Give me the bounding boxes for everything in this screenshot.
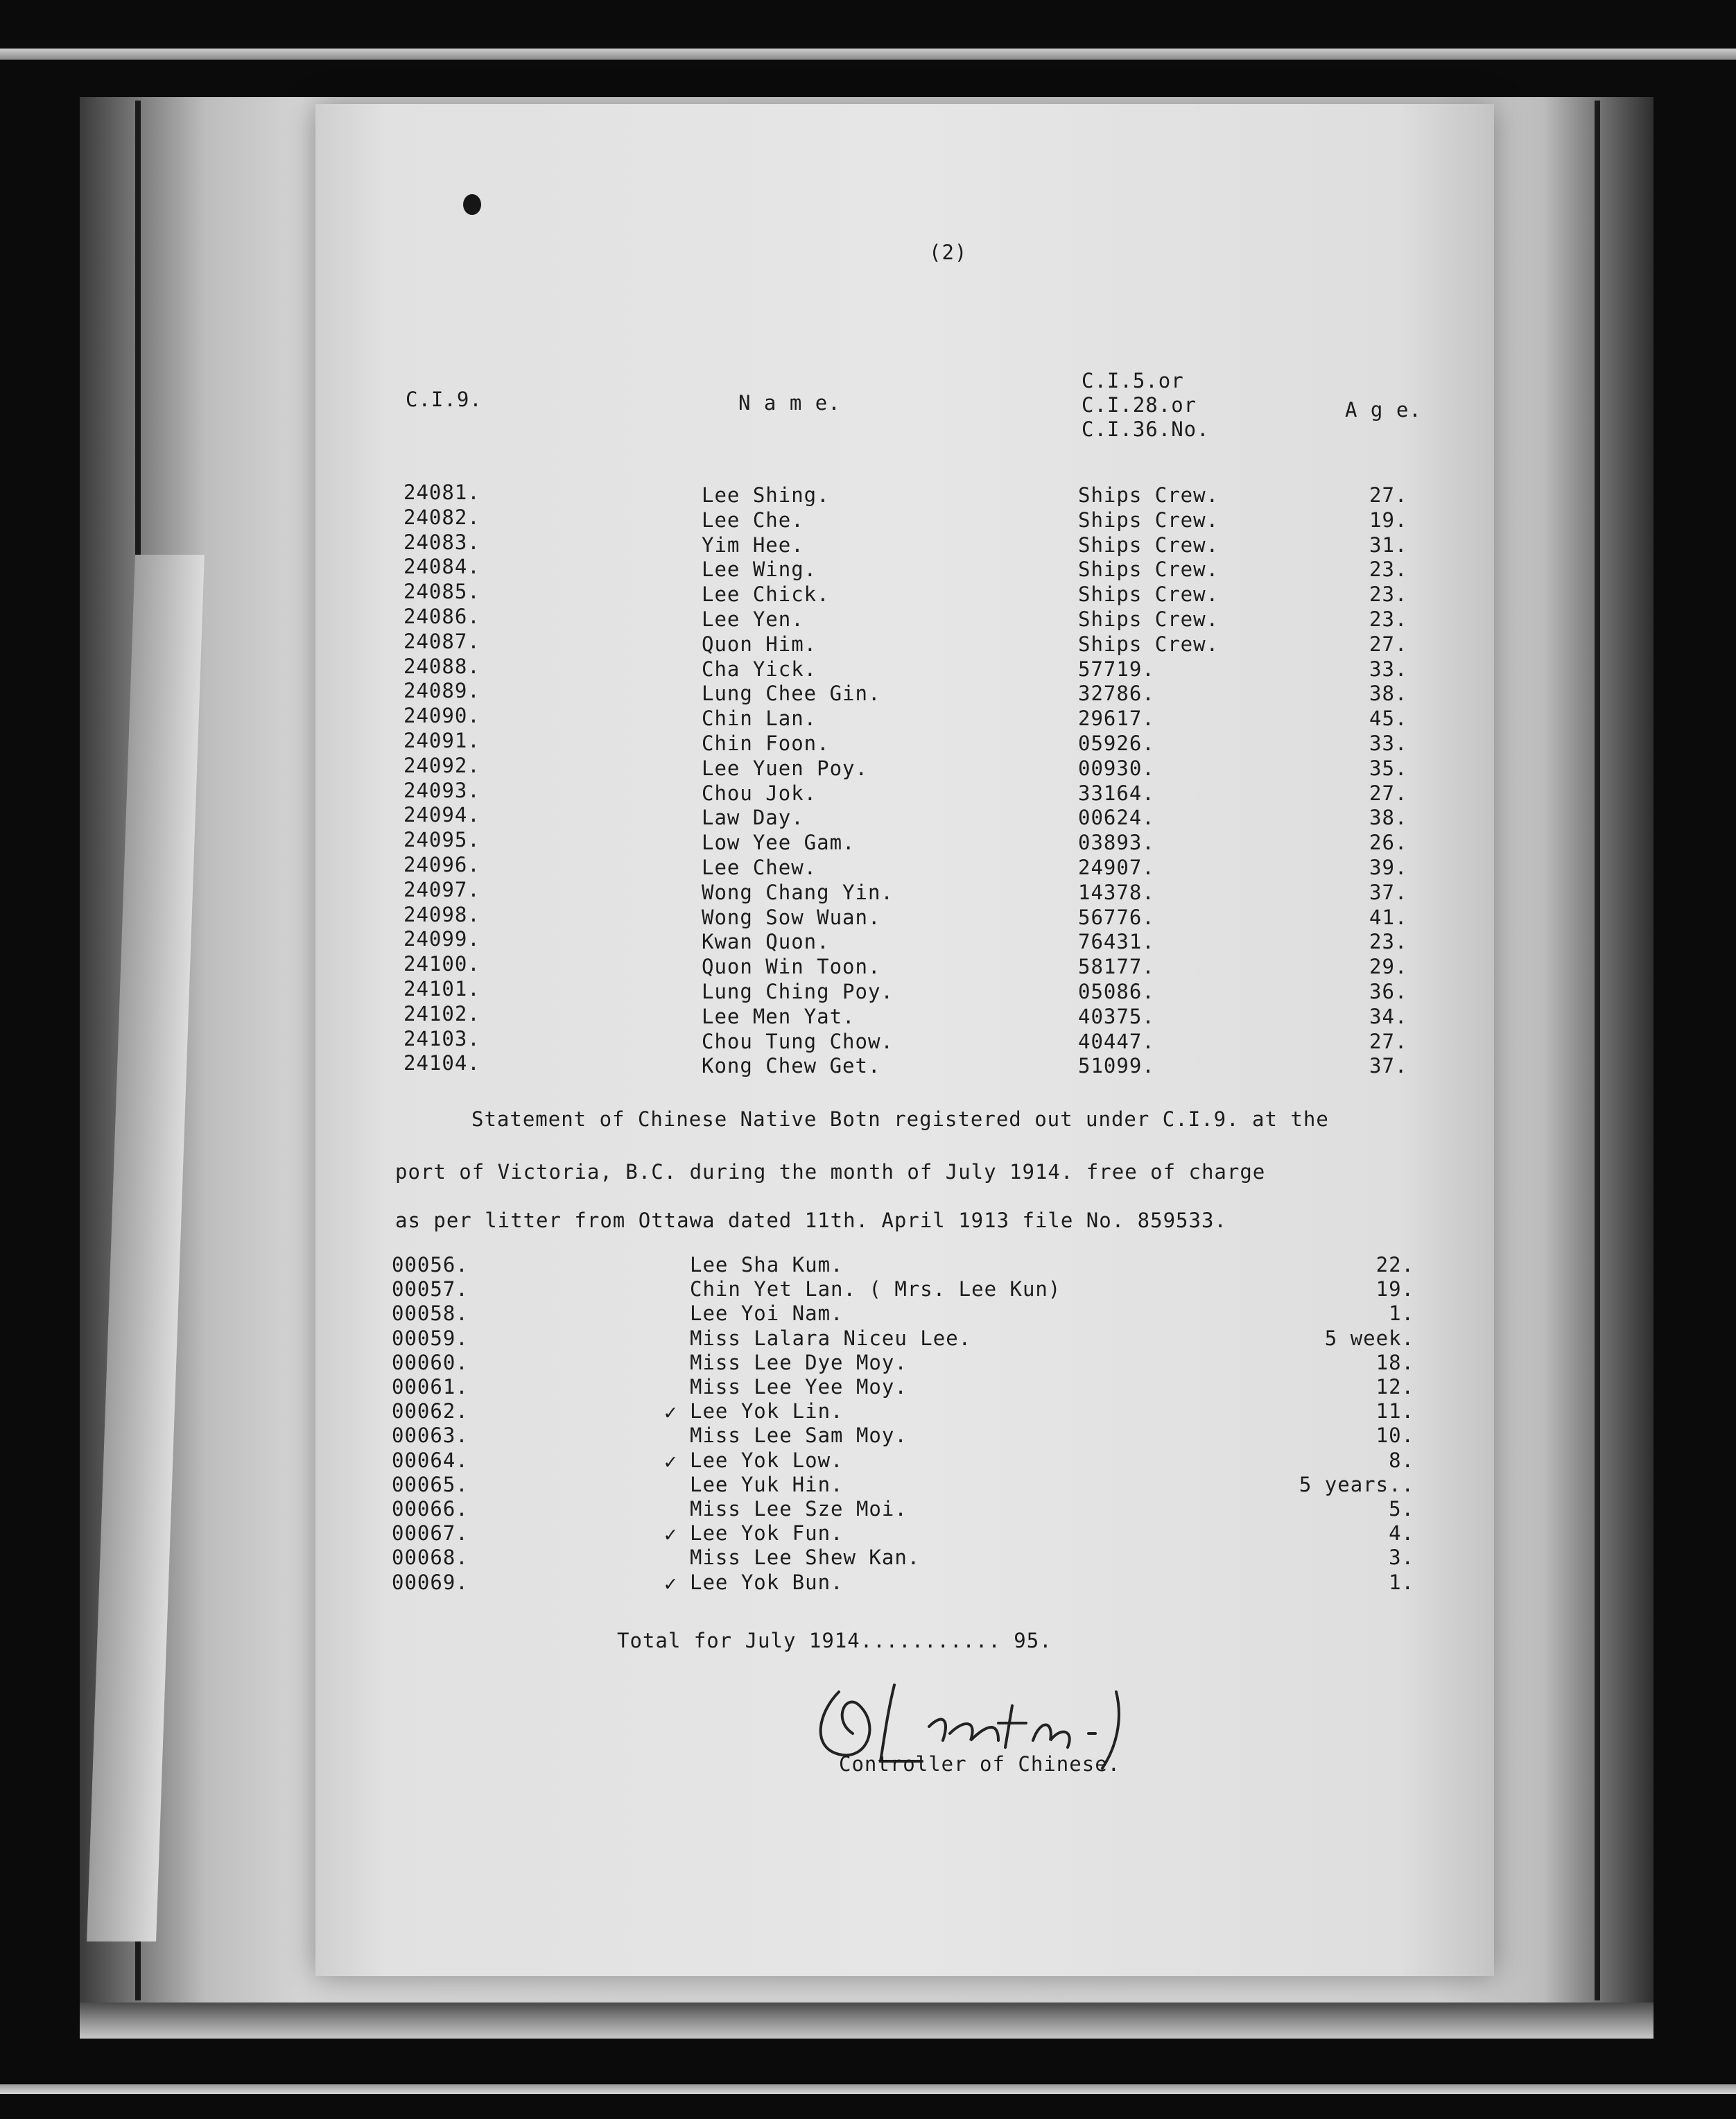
row-ci9: 24100.	[403, 952, 480, 976]
row-ref: Ships Crew.	[1078, 533, 1219, 557]
native-name: Lee Yoi Nam.	[690, 1301, 844, 1326]
native-age: 5 years..	[1299, 1472, 1414, 1496]
row-age: 39.	[1369, 856, 1408, 879]
check-mark-icon: ✓	[664, 1571, 678, 1596]
native-name: Lee Yok Fun.	[690, 1521, 844, 1546]
statement-line-2: port of Victoria, B.C. during the month of July 1914. free of charge	[395, 1160, 1266, 1184]
row-age: 27.	[1369, 1029, 1408, 1053]
row-ref: 40375.	[1078, 1004, 1155, 1028]
row-name: Lung Chee Gin.	[702, 682, 881, 706]
row-name: Yim Hee.	[702, 533, 804, 557]
native-age: 1.	[1389, 1570, 1414, 1594]
native-name: Chin Yet Lan. ( Mrs. Lee Kun)	[690, 1277, 1061, 1301]
row-ref: 00624.	[1078, 806, 1155, 830]
row-ci9: 24104.	[403, 1051, 480, 1075]
native-no: 00066.	[392, 1497, 469, 1521]
row-name: Chou Tung Chow.	[702, 1029, 894, 1053]
row-age: 34.	[1369, 1004, 1408, 1028]
row-age: 23.	[1369, 607, 1408, 631]
row-ref: 29617.	[1078, 707, 1155, 731]
header-ci5-line1: C.I.5.or	[1082, 369, 1184, 392]
row-ref: 14378.	[1078, 880, 1155, 904]
row-ref: 51099.	[1078, 1054, 1155, 1078]
punch-hole	[463, 194, 481, 215]
frame-right-rule	[1595, 101, 1600, 2000]
row-name: Lee Shing.	[702, 483, 830, 507]
row-age: 38.	[1369, 806, 1408, 830]
native-no: 00067.	[392, 1521, 469, 1546]
row-name: Wong Chang Yin.	[702, 880, 894, 904]
native-age: 4.	[1389, 1521, 1414, 1546]
native-no: 00057.	[392, 1277, 469, 1301]
native-no: 00062.	[392, 1399, 469, 1424]
row-name: Wong Sow Wuan.	[702, 905, 881, 929]
row-age: 23.	[1369, 930, 1408, 954]
row-ci9: 24103.	[403, 1026, 480, 1050]
row-ref: 32786.	[1078, 682, 1155, 706]
row-ref: 05086.	[1078, 980, 1155, 1003]
row-age: 37.	[1369, 1054, 1408, 1078]
row-ci9: 24091.	[403, 729, 480, 752]
native-age: 11.	[1375, 1399, 1414, 1424]
row-ci9: 24082.	[403, 505, 480, 529]
row-age: 41.	[1369, 905, 1408, 929]
row-age: 27.	[1369, 483, 1408, 507]
row-age: 35.	[1369, 756, 1408, 780]
header-age: A g e.	[1345, 398, 1422, 422]
row-ci9: 24081.	[403, 481, 480, 504]
native-no: 00059.	[392, 1326, 469, 1350]
row-name: Kwan Quon.	[702, 930, 830, 954]
row-name: Kong Chew Get.	[702, 1054, 881, 1078]
row-name: Lee Che.	[702, 508, 804, 532]
native-name: Lee Yok Lin.	[690, 1399, 844, 1424]
row-ci9: 24096.	[403, 853, 480, 876]
row-ci9: 24098.	[403, 902, 480, 926]
check-mark-icon: ✓	[664, 1401, 678, 1426]
row-ref: 03893.	[1078, 831, 1155, 855]
native-name: Miss Lee Sam Moy.	[690, 1424, 908, 1448]
native-age: 5.	[1389, 1497, 1414, 1521]
row-ref: 40447.	[1078, 1029, 1155, 1053]
row-ci9: 24092.	[403, 753, 480, 777]
row-ref: Ships Crew.	[1078, 582, 1219, 607]
row-name: Cha Yick.	[702, 657, 817, 681]
row-ref: 76431.	[1078, 930, 1155, 954]
row-ci9: 24099.	[403, 927, 480, 951]
row-age: 31.	[1369, 533, 1408, 557]
row-ref: 57719.	[1078, 657, 1155, 681]
row-name: Law Day.	[702, 806, 804, 830]
native-name: Miss Lee Yee Moy.	[690, 1375, 908, 1399]
row-age: 45.	[1369, 707, 1408, 731]
native-name: Lee Yuk Hin.	[690, 1472, 844, 1496]
row-ci9: 24090.	[403, 704, 480, 728]
row-ref: Ships Crew.	[1078, 508, 1219, 532]
native-no: 00061.	[392, 1375, 469, 1399]
row-name: Chou Jok.	[702, 781, 817, 805]
row-name: Lung Ching Poy.	[702, 980, 894, 1003]
native-no: 00068.	[392, 1546, 469, 1570]
native-age: 8.	[1389, 1448, 1414, 1472]
header-name: N a m e.	[738, 391, 841, 415]
native-name: Lee Sha Kum.	[690, 1253, 844, 1277]
row-ref: 33164.	[1078, 781, 1155, 805]
row-ci9: 24093.	[403, 778, 480, 802]
film-bottom-border	[0, 2084, 1736, 2094]
row-ci9: 24094.	[403, 803, 480, 827]
row-ref: 00930.	[1078, 756, 1155, 780]
native-no: 00058.	[392, 1301, 469, 1326]
native-age: 1.	[1389, 1301, 1414, 1326]
row-ci9: 24088.	[403, 654, 480, 678]
row-ref: 58177.	[1078, 955, 1155, 979]
row-name: Low Yee Gam.	[702, 831, 856, 855]
row-age: 23.	[1369, 582, 1408, 607]
row-age: 33.	[1369, 732, 1408, 755]
row-age: 23.	[1369, 557, 1408, 582]
frame-bottom-strip	[80, 2003, 1653, 2039]
row-name: Quon Win Toon.	[702, 955, 881, 979]
row-name: Quon Him.	[702, 632, 817, 656]
statement-line-3: as per litter from Ottawa dated 11th. April 1913 file No. 859533.	[395, 1209, 1227, 1232]
native-age: 18.	[1375, 1350, 1414, 1374]
header-ci5-line3: C.I.36.No.	[1082, 417, 1210, 441]
native-age: 5 week.	[1324, 1326, 1414, 1350]
row-name: Lee Chick.	[702, 582, 830, 607]
row-ref: 56776.	[1078, 905, 1155, 929]
native-no: 00069.	[392, 1570, 469, 1594]
header-ci5-line2: C.I.28.or	[1082, 393, 1197, 417]
header-ci9: C.I.9.	[406, 388, 483, 411]
signature-title: Controller of Chinese.	[839, 1752, 1121, 1776]
native-no: 00065.	[392, 1472, 469, 1496]
row-age: 26.	[1369, 831, 1408, 855]
row-ci9: 24085.	[403, 580, 480, 604]
row-name: Lee Chew.	[702, 856, 817, 879]
row-ci9: 24097.	[403, 877, 480, 901]
row-age: 38.	[1369, 682, 1408, 706]
row-age: 36.	[1369, 980, 1408, 1003]
row-age: 27.	[1369, 632, 1408, 656]
native-name: Lee Yok Low.	[690, 1448, 844, 1472]
native-no: 00060.	[392, 1350, 469, 1374]
native-name: Lee Yok Bun.	[690, 1570, 844, 1594]
check-mark-icon: ✓	[664, 1449, 678, 1474]
native-age: 10.	[1375, 1424, 1414, 1448]
native-age: 3.	[1389, 1546, 1414, 1570]
row-ref: Ships Crew.	[1078, 607, 1219, 631]
row-ref: Ships Crew.	[1078, 632, 1219, 656]
row-ci9: 24095.	[403, 828, 480, 852]
row-ref: 05926.	[1078, 732, 1155, 755]
row-age: 29.	[1369, 955, 1408, 979]
row-name: Lee Wing.	[702, 557, 817, 582]
check-mark-icon: ✓	[664, 1523, 678, 1548]
native-no: 00063.	[392, 1424, 469, 1448]
row-age: 37.	[1369, 880, 1408, 904]
row-age: 33.	[1369, 657, 1408, 681]
native-no: 00056.	[392, 1253, 469, 1277]
row-ci9: 24087.	[403, 629, 480, 653]
row-ci9: 24086.	[403, 605, 480, 628]
row-ref: 24907.	[1078, 856, 1155, 879]
film-top-border	[0, 49, 1736, 60]
page-number: (2)	[929, 241, 968, 264]
row-ci9: 24089.	[403, 679, 480, 703]
native-age: 19.	[1375, 1277, 1414, 1301]
native-name: Miss Lalara Niceu Lee.	[690, 1326, 972, 1350]
native-name: Miss Lee Dye Moy.	[690, 1350, 908, 1374]
row-name: Lee Yen.	[702, 607, 804, 631]
row-name: Chin Foon.	[702, 732, 830, 755]
native-name: Miss Lee Sze Moi.	[690, 1497, 908, 1521]
row-age: 27.	[1369, 781, 1408, 805]
row-ref: Ships Crew.	[1078, 483, 1219, 507]
row-name: Lee Men Yat.	[702, 1004, 856, 1028]
row-ci9: 24084.	[403, 555, 480, 579]
statement-line-1: Statement of Chinese Native Botn registered out under C.I.9. at the	[471, 1107, 1329, 1131]
native-name: Miss Lee Shew Kan.	[690, 1546, 921, 1570]
row-ci9: 24101.	[403, 977, 480, 1001]
native-no: 00064.	[392, 1448, 469, 1472]
row-ci9: 24102.	[403, 1001, 480, 1026]
native-age: 22.	[1375, 1253, 1414, 1277]
row-age: 19.	[1369, 508, 1408, 532]
row-name: Lee Yuen Poy.	[702, 756, 868, 780]
row-ref: Ships Crew.	[1078, 557, 1219, 582]
row-name: Chin Lan.	[702, 707, 817, 731]
row-ci9: 24083.	[403, 530, 480, 554]
total-line: Total for July 1914........... 95.	[617, 1629, 1052, 1652]
native-age: 12.	[1375, 1375, 1414, 1399]
